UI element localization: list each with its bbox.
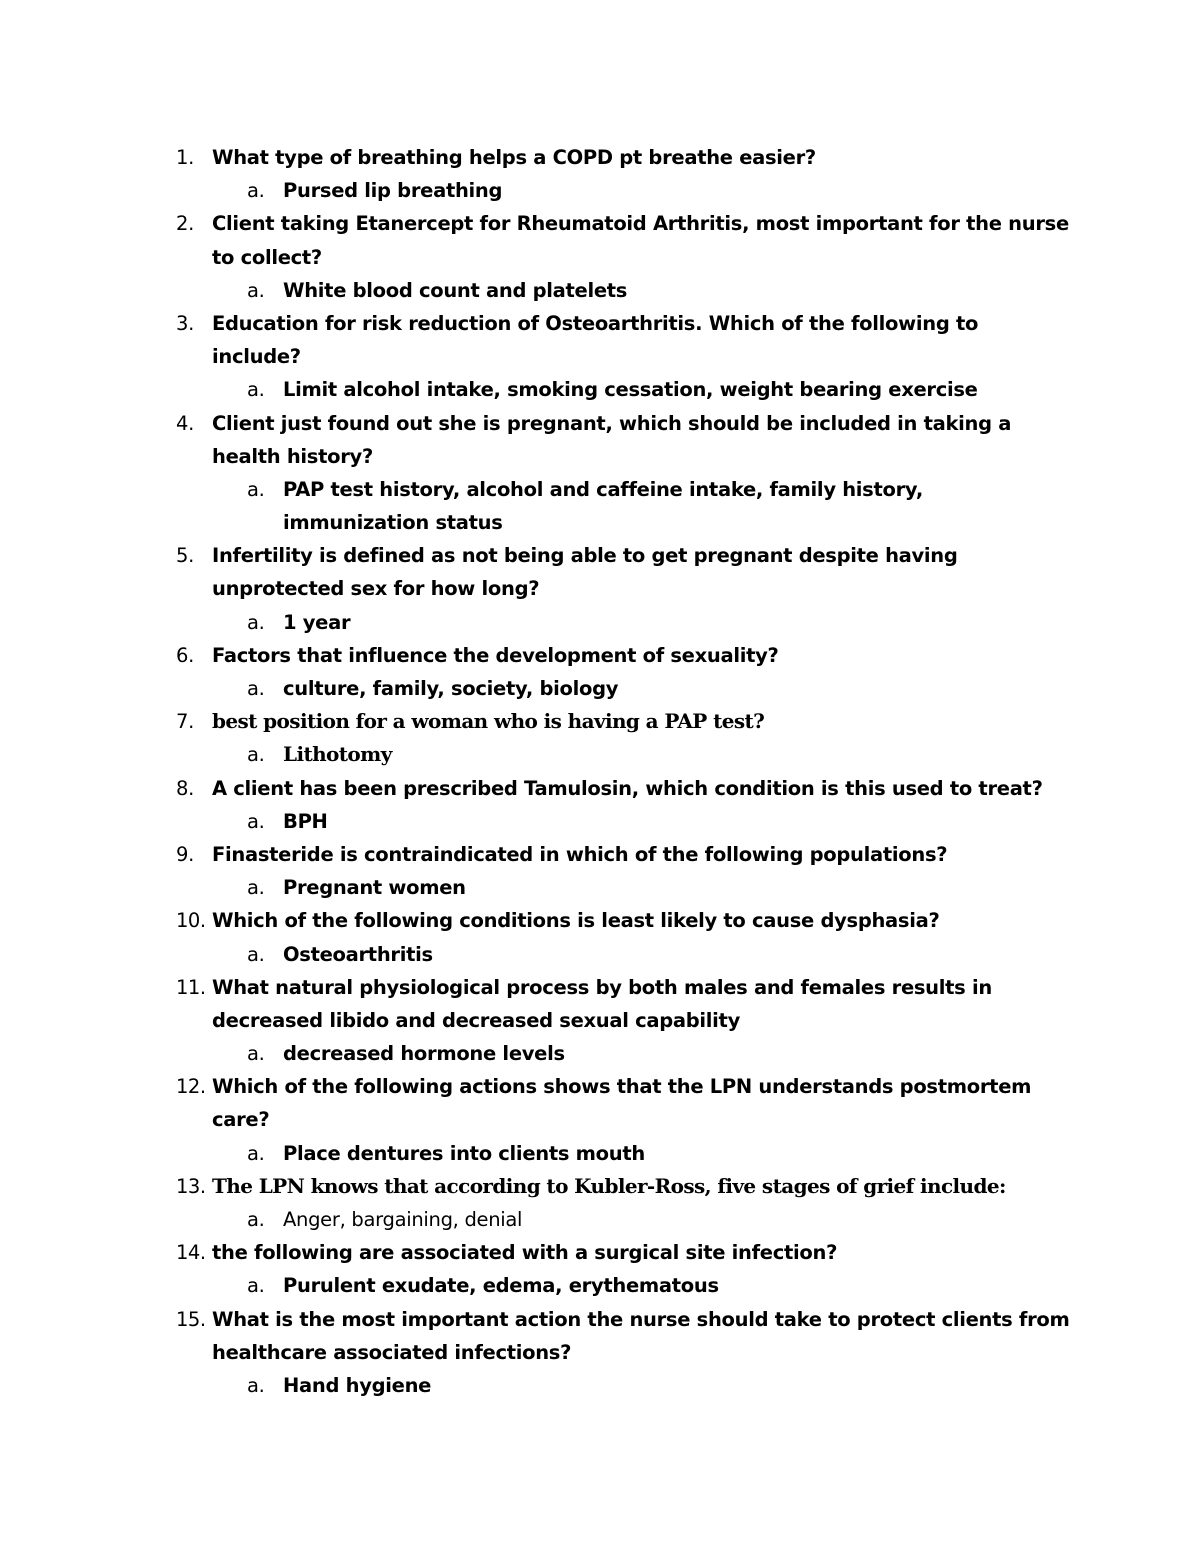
question-number: 8.: [176, 776, 195, 800]
question-number: 3.: [176, 311, 195, 335]
question-7: [0, 705, 1200, 738]
question-text: Which of the following actions shows that the LPN understands postmortem: [212, 1075, 1032, 1099]
answer-6: [0, 672, 1200, 705]
question-1: [0, 141, 1200, 174]
question-text: Client just found out she is pregnant, which should be included in taking a: [212, 411, 1012, 435]
question-15-continued: [0, 1336, 1200, 1369]
answer-15: [0, 1369, 1200, 1402]
answer-letter: a.: [247, 1373, 265, 1397]
question-answer-list: [0, 141, 1200, 1402]
question-number: 7.: [176, 710, 195, 734]
answer-text: immunization status: [283, 511, 503, 535]
question-12-continued: [0, 1103, 1200, 1136]
question-number: 11.: [176, 975, 206, 999]
answer-4-continued: [0, 506, 1200, 539]
question-number: 5.: [176, 544, 195, 568]
answer-letter: a.: [247, 378, 265, 402]
question-number: 4.: [176, 411, 195, 435]
answer-text: culture, family, society, biology: [283, 677, 619, 700]
question-text: healthcare associated infections?: [212, 1340, 572, 1364]
question-text: to collect?: [212, 245, 322, 269]
question-number: 10.: [176, 909, 206, 933]
question-number: 15.: [176, 1307, 206, 1331]
answer-letter: a.: [247, 1274, 265, 1298]
question-text: What is the most important action the nurse should take to protect clients from: [212, 1307, 1070, 1331]
question-11-continued: [0, 1004, 1200, 1037]
answer-10: [0, 938, 1200, 971]
question-15: [0, 1303, 1200, 1336]
answer-letter: a.: [247, 179, 265, 203]
question-2-continued: [0, 241, 1200, 274]
answer-text: decreased hormone levels: [283, 1042, 565, 1066]
question-text: Factors that influence the development of sexuality?: [212, 643, 779, 667]
answer-letter: a.: [247, 1208, 265, 1231]
answer-11: [0, 1037, 1200, 1070]
answer-letter: a.: [247, 809, 265, 833]
question-text: Which of the following conditions is least likely to cause dysphasia?: [212, 909, 940, 933]
answer-13: [0, 1203, 1200, 1236]
answer-3: [0, 373, 1200, 406]
answer-text: Place dentures into clients mouth: [283, 1141, 645, 1165]
question-4: [0, 407, 1200, 440]
answer-text: Hand hygiene: [283, 1373, 432, 1397]
question-3-continued: [0, 340, 1200, 373]
question-text: Client taking Etanercept for Rheumatoid Arthritis, most important for the nurse: [212, 212, 1069, 236]
answer-text: Osteoarthritis: [283, 942, 433, 966]
question-text: unprotected sex for how long?: [212, 577, 540, 601]
question-number: 2.: [176, 212, 195, 236]
question-2: [0, 207, 1200, 240]
question-text: A client has been prescribed Tamulosin, which condition is this used to treat?: [212, 776, 1043, 800]
answer-letter: a.: [247, 942, 265, 966]
answer-text: Limit alcohol intake, smoking cessation, weight bearing exercise: [283, 378, 978, 402]
answer-text: PAP test history, alcohol and caffeine intake, family history,: [283, 477, 923, 501]
question-13: [0, 1170, 1200, 1203]
question-number: 6.: [176, 643, 195, 667]
question-text: Infertility is defined as not being able to get pregnant despite having: [212, 544, 958, 568]
answer-4: [0, 473, 1200, 506]
question-text: health history?: [212, 444, 373, 468]
question-number: 1.: [176, 146, 195, 169]
question-text: The LPN knows that according to Kubler-Ross, five stages of grief include:: [212, 1173, 1006, 1198]
answer-text: Purulent exudate, edema, erythematous: [283, 1274, 719, 1298]
question-text: Finasteride is contraindicated in which of the following populations?: [212, 842, 948, 866]
question-12: [0, 1070, 1200, 1103]
answer-letter: a.: [247, 876, 265, 900]
answer-8: [0, 805, 1200, 838]
question-text: What natural physiological process by both males and females results in: [212, 975, 992, 999]
question-number: 12.: [176, 1075, 206, 1099]
answer-14: [0, 1269, 1200, 1302]
question-11: [0, 971, 1200, 1004]
answer-7: [0, 738, 1200, 771]
answer-9: [0, 871, 1200, 904]
answer-2: [0, 274, 1200, 307]
answer-text: White blood count and platelets: [283, 278, 628, 302]
answer-text: Anger, bargaining, denial: [283, 1208, 523, 1231]
question-6: [0, 639, 1200, 672]
question-8: [0, 772, 1200, 805]
answer-letter: a.: [247, 610, 265, 634]
answer-text: Lithotomy: [283, 742, 392, 767]
answer-letter: a.: [247, 1141, 265, 1165]
question-number: 14.: [176, 1241, 206, 1265]
answer-text: Pursed lip breathing: [283, 179, 503, 203]
answer-letter: a.: [247, 1042, 265, 1066]
question-10: [0, 904, 1200, 937]
question-5: [0, 539, 1200, 572]
answer-1: [0, 174, 1200, 207]
question-9: [0, 838, 1200, 871]
question-4-continued: [0, 440, 1200, 473]
question-number: 13.: [176, 1174, 206, 1198]
answer-text: 1 year: [283, 610, 351, 634]
question-text: best position for a woman who is having a PAP test?: [212, 709, 765, 734]
question-text: decreased libido and decreased sexual capability: [212, 1008, 740, 1032]
question-text: Education for risk reduction of Osteoarthritis. Which of the following to: [212, 311, 979, 335]
answer-5: [0, 606, 1200, 639]
question-text: include?: [212, 345, 301, 369]
question-number: 9.: [176, 842, 195, 866]
question-5-continued: [0, 572, 1200, 605]
question-text: What type of breathing helps a COPD pt breathe easier?: [212, 146, 816, 169]
question-text: care?: [212, 1108, 270, 1132]
question-text: the following are associated with a surgical site infection?: [212, 1241, 838, 1265]
answer-text: BPH: [283, 809, 328, 833]
question-14: [0, 1236, 1200, 1269]
question-3: [0, 307, 1200, 340]
answer-letter: a.: [247, 278, 265, 302]
answer-letter: a.: [247, 743, 265, 767]
answer-text: Pregnant women: [283, 876, 466, 900]
answer-letter: a.: [247, 477, 265, 501]
answer-letter: a.: [247, 677, 265, 700]
answer-12: [0, 1137, 1200, 1170]
